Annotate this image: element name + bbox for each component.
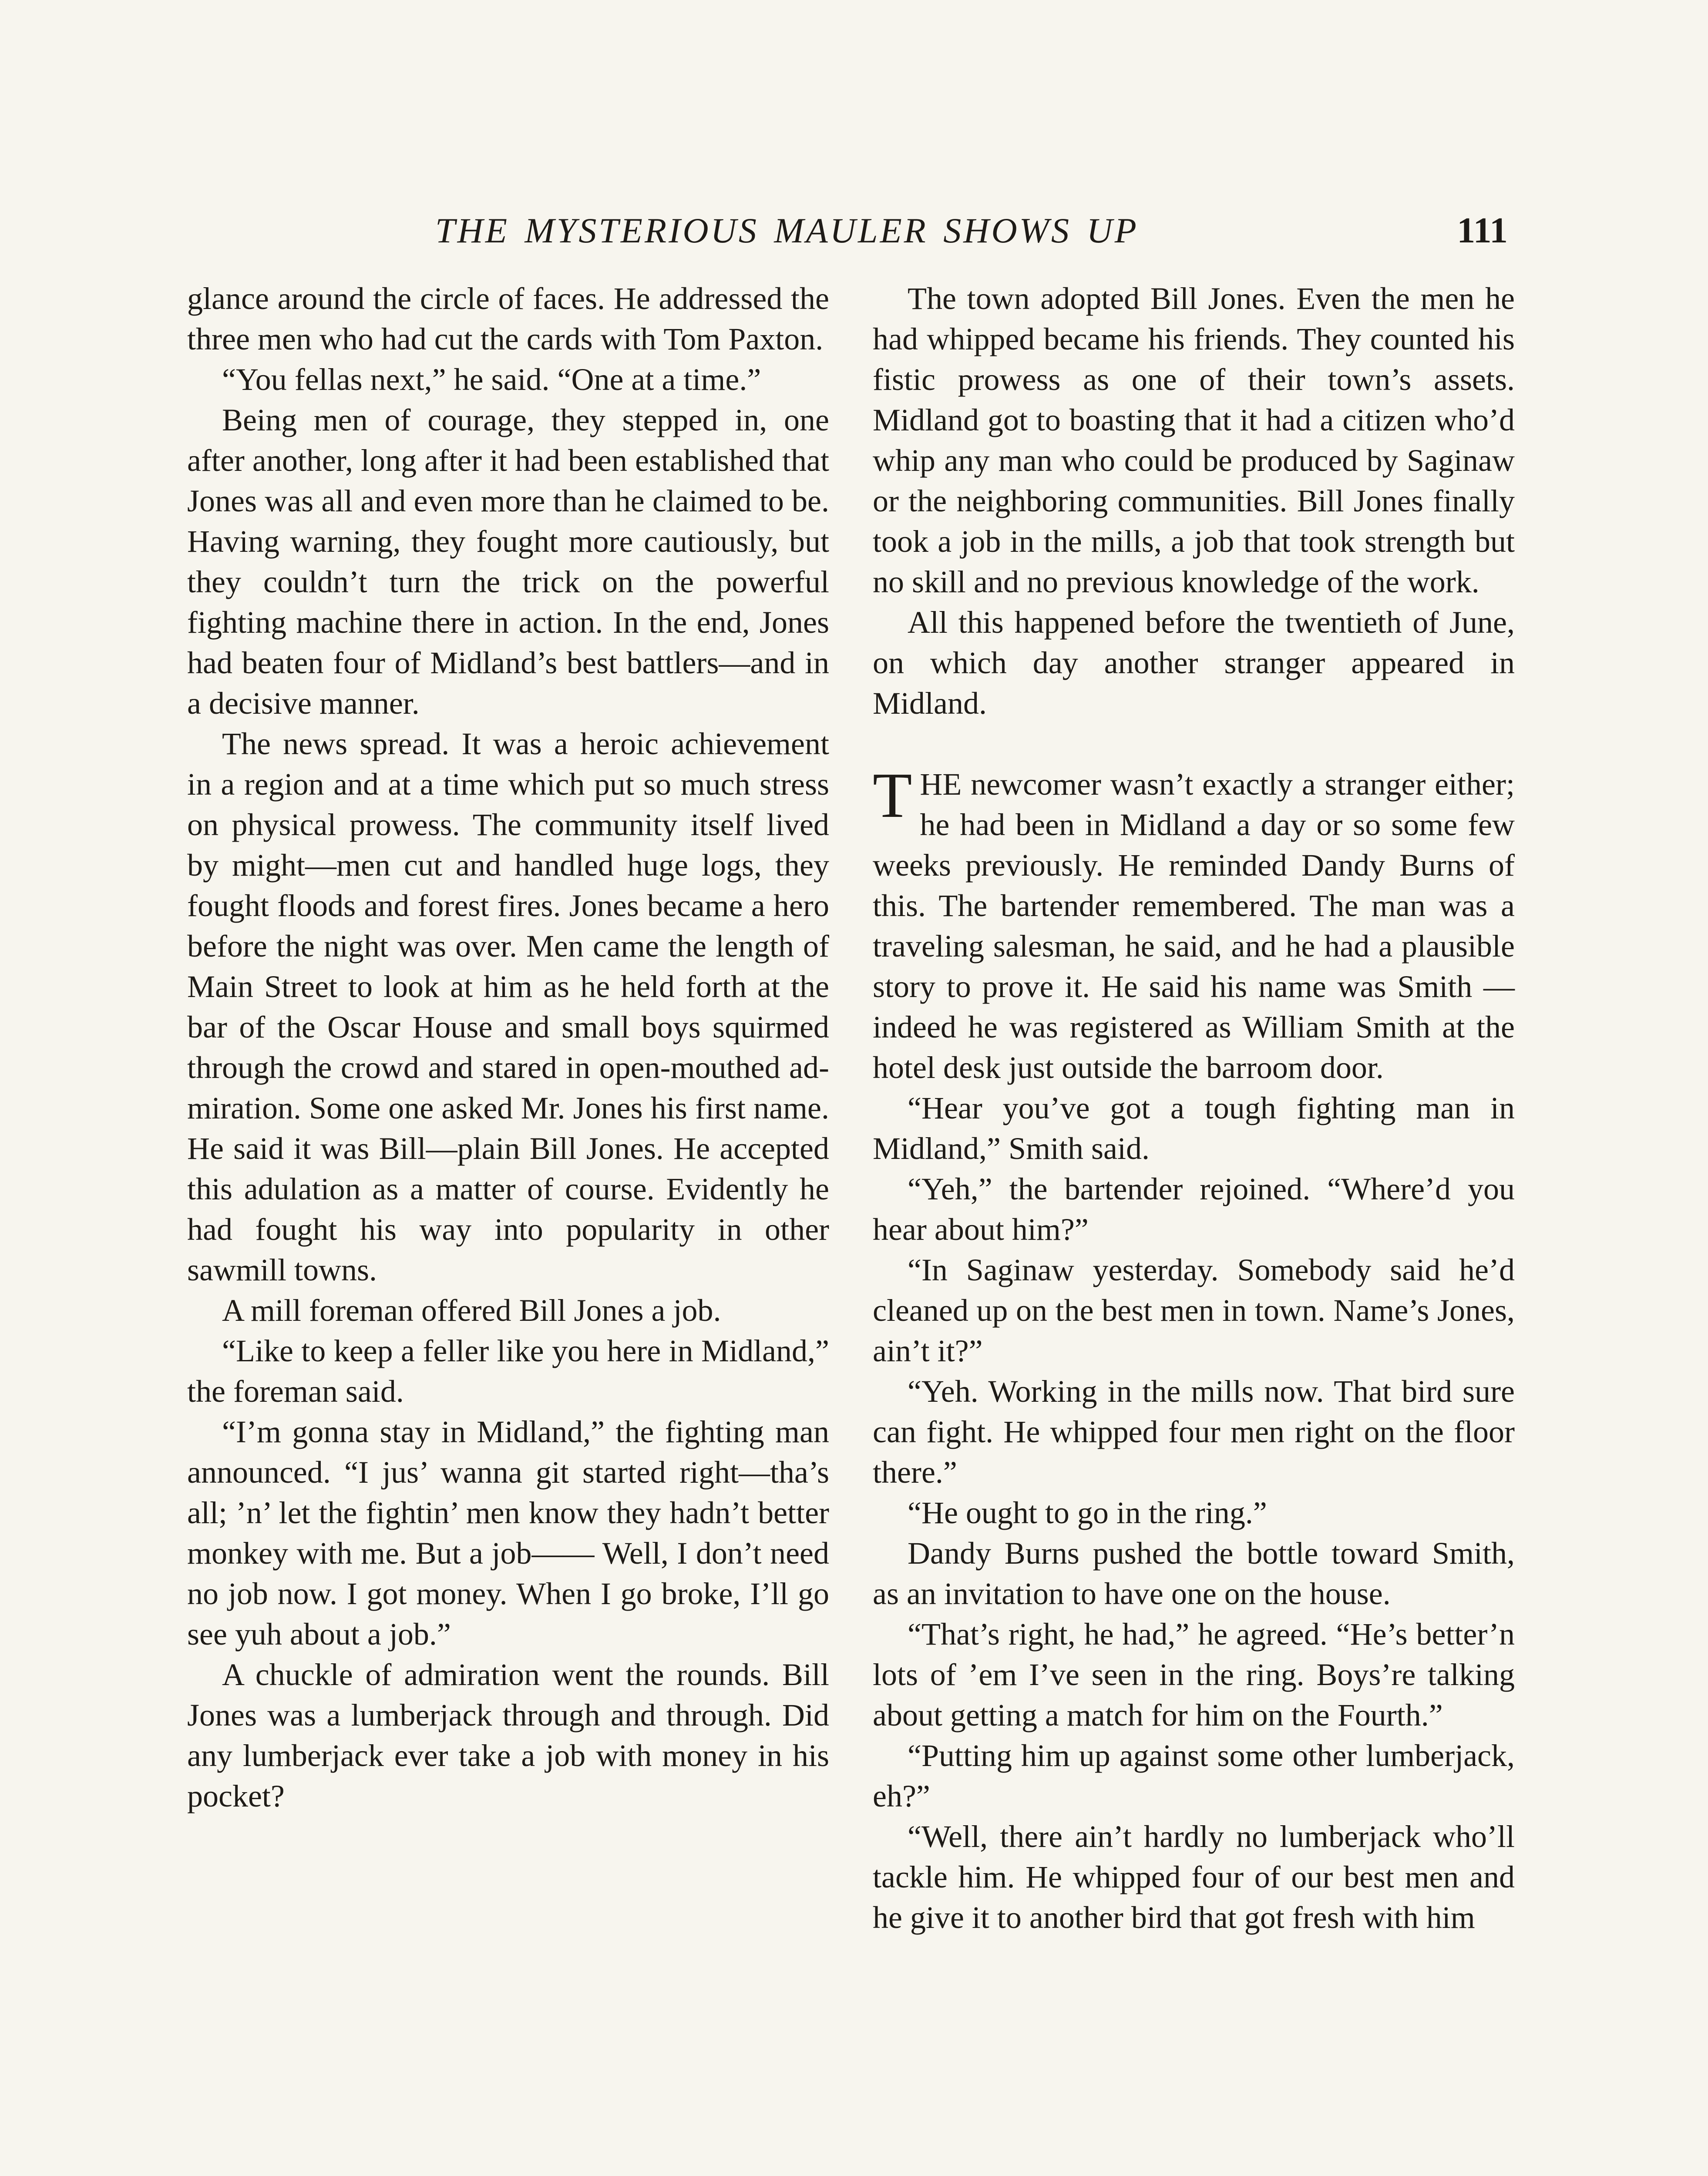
paragraph: A chuckle of admiration went the rounds. Bill Jones was a lumberjack through and through. Did any lumberjack ever take a job with money in his pocket? — [187, 1657, 829, 1813]
paragraph: Being men of courage, they stepped in, one after another, long after it had been established that Jones was all and even more than he claimed to be. Having warning, they fought more cautiously, but they couldn’t turn the trick on the powerful fighting machine there in action. In the end, Jones had beaten four of Midland’s best battlers—and in a decisive manner. — [187, 403, 829, 721]
paragraph: A mill foreman offered Bill Jones a job. — [222, 1293, 721, 1328]
paragraph: “I’m gonna stay in Midland,” the fighting man announced. “I jus’ wanna git started right—tha’s all; ’n’ let the fightin’ men know they hadn’t better monkey with me. But a job—— Well, I don’t need no job now. I got money. When I go broke, I’ll go see yuh about a job.” — [187, 1414, 829, 1652]
page-number: 111 — [1457, 210, 1508, 251]
paragraph: glance around the circle of faces. He addressed the three men who had cut the cards with Tom Paxton. — [187, 281, 829, 356]
section-first-paragraph-text: HE newcomer wasn’t exactly a stranger either; he had been in Midland a day or so some few weeks previously. He reminded Dandy Burns of this. The bartender remembered. The man was a traveling salesman, he said, and he had a plausible story to prove it. He said his name was Smith —indeed he was registered as William Smith at the hotel desk just outside the barroom door. — [873, 767, 1515, 1085]
paragraph: “Yeh,” the bartender rejoined. “Where’d you hear about him?” — [873, 1172, 1515, 1247]
paragraph: “Putting him up against some other lumberjack, eh?” — [873, 1738, 1515, 1813]
running-title: THE MYSTERIOUS MAULER SHOWS UP — [435, 211, 1139, 250]
paragraph: “He ought to go in the ring.” — [908, 1495, 1267, 1530]
right-column — [873, 279, 1515, 1938]
left-column — [187, 279, 829, 1817]
paragraph: “Yeh. Working in the mills now. That bird sure can fight. He whipped four men right on the floor there.” — [873, 1374, 1515, 1490]
drop-cap: T — [873, 760, 912, 831]
paragraph: “Well, there ain’t hardly no lumberjack who’ll tackle him. He whipped four of our best men and he give it to another bird that got fresh with him — [873, 1819, 1515, 1935]
paragraph: “Hear you’ve got a tough fighting man in Midland,” Smith said. — [873, 1091, 1515, 1166]
paragraph: The news spread. It was a heroic achievement in a region and at a time which put so much stress on physical prowess. The community itself lived by might—men cut and handled huge logs, they fought floods and forest fires. Jones became a hero before the night was over. Men came the length of Main Street to look at him as he held forth at the bar of the Oscar House and small boys squirmed through the crowd and stared in open-mouthed admiration. Some one asked Mr. Jones his first name. He said it was Bill—plain Bill Jones. He accepted this adulation as a matter of course. Evidently he had fought his way into popularity in other sawmill towns. — [187, 726, 829, 1287]
paragraph: The town adopted Bill Jones. Even the men he had whipped became his friends. They counted his fistic prowess as one of their town’s assets. Midland got to boasting that it had a citizen who’d whip any man who could be produced by Saginaw or the neighboring communities. Bill Jones finally took a job in the mills, a job that took strength but no skill and no previous knowledge of the work. — [873, 281, 1515, 599]
section-first-paragraph — [873, 760, 1515, 1088]
paragraph: “Like to keep a feller like you here in Midland,” the foreman said. — [187, 1333, 829, 1409]
paragraph: “You fellas next,” he said. “One at a time.” — [222, 362, 761, 397]
paragraph: “That’s right, he had,” he agreed. “He’s better’n lots of ’em I’ve seen in the ring. Boys’re talking about getting a match for him on the Fourth.” — [873, 1617, 1515, 1733]
running-head — [187, 205, 1508, 257]
paragraph: All this happened before the twentieth of June, on which day another stranger appeared in Midland. — [873, 605, 1515, 721]
paragraph: Dandy Burns pushed the bottle toward Smith, as an invitation to have one on the house. — [873, 1536, 1515, 1611]
paragraph: “In Saginaw yesterday. Somebody said he’d cleaned up on the best men in town. Name’s Jones, ain’t it?” — [873, 1253, 1515, 1368]
